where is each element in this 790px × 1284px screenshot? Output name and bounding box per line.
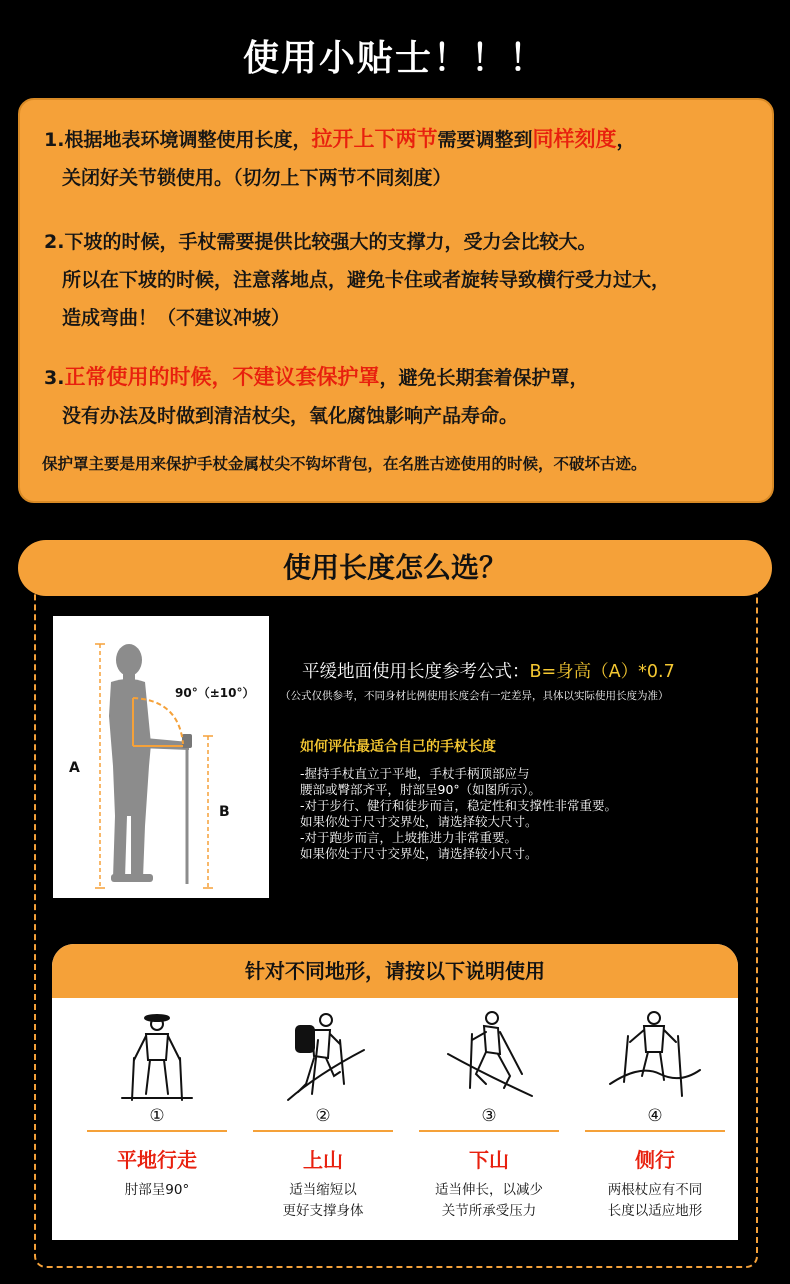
tip-1-highlight-b: 同样刻度 [532,127,617,151]
assess-line: 腰部或臀部齐平，肘部呈90°（如图所示）。 [300,782,541,797]
terrain-card [52,944,738,1240]
formula-note: （公式仅供参考，不同身材比例使用长度会有一定差异，具体以实际使用长度为准） [280,690,669,702]
assess-line: -握持手杖直立于平地，手杖手柄顶部应与 [300,766,530,781]
tip-3-num: 3. [44,367,65,389]
terrain-title: 下山 [469,1148,509,1172]
tip-note: 保护罩主要是用来保护手杖金属杖尖不钩坏背包，在名胜古迹使用的时候，不破坏古迹。 [42,455,647,473]
terrain-desc-line: 适当缩短以 [289,1182,357,1198]
tip-1-text-b: 需要调整到 [437,129,533,151]
terrain-desc-line: 两根杖应有不同 [607,1182,703,1198]
terrain-desc [82,1180,232,1201]
tip-3 [44,358,588,435]
terrain-title: 平地行走 [117,1148,197,1172]
hiker-flat-icon [102,1004,212,1104]
assess-line: -对于跑步而言，上坡推进力非常重要。 [300,830,518,845]
tips-title: 使用小贴士！！！ [242,38,547,79]
assess-line: 如果你处于尺寸交界处，请选择较大尺寸。 [300,814,538,829]
tip-2-line-1: 2.下坡的时候，手杖需要提供比较强大的支撑力，受力会比较大。 [44,231,597,253]
height-figure [53,616,269,898]
terrain-desc-line: 关节所承受压力 [441,1203,537,1219]
formula-value: B=身高（A）*0.7 [529,662,675,682]
terrain-item-traverse [580,1004,730,1240]
hiker-traverse-icon [600,1004,710,1104]
terrain-num: ① [149,1106,165,1126]
terrain-title: 上山 [303,1148,343,1172]
terrain-desc-line: 肘部呈90° [124,1182,190,1198]
terrain-item-downhill [414,1004,564,1240]
formula-text: 平缓地面使用长度参考公式： [302,662,530,682]
assess-list [300,766,617,862]
tip-3-highlight: 正常使用的时候，不建议套保护罩 [64,365,380,389]
assess-title: 如何评估最适合自己的手杖长度 [300,739,496,755]
terrain-desc-line: 长度以适应地形 [607,1203,703,1219]
tip-3-line-2: 没有办法及时做到清洁杖尖，氧化腐蚀影响产品寿命。 [62,405,519,427]
terrain-num: ④ [647,1106,663,1126]
terrain-desc [580,1180,730,1222]
terrain-separator [419,1130,559,1132]
terrain-desc [248,1180,398,1222]
terrain-desc-line: 更好支撑身体 [282,1203,364,1219]
label-b: B [219,804,230,820]
tip-2-line-3: 造成弯曲！（不建议冲坡） [62,307,291,329]
hiker-downhill-icon [434,1004,544,1104]
terrain-separator [253,1130,393,1132]
terrain-separator [585,1130,725,1132]
length-formula [302,658,675,683]
terrain-item-flat [82,1004,232,1240]
angle-label: 90°（±10°） [175,686,255,700]
terrain-title: 侧行 [635,1148,675,1172]
tip-1-line-2: 关闭好关节锁使用。（切勿上下两节不同刻度） [62,167,452,189]
tip-1-text-c: ， [616,129,636,151]
terrain-item-uphill [248,1004,398,1240]
tips-card [18,98,774,503]
tip-1-highlight-a: 拉开上下两节 [311,127,438,151]
assess-line: 如果你处于尺寸交界处，请选择较小尺寸。 [300,846,538,861]
terrain-header: 针对不同地形，请按以下说明使用 [52,944,738,998]
assess-line: -对于步行、健行和徒步而言，稳定性和支撑性非常重要。 [300,798,618,813]
tip-2-line-2: 所以在下坡的时候，注意落地点，避免卡住或者旋转导致横行受力过大， [62,269,671,291]
label-a: A [69,760,80,776]
length-header: 使用长度怎么选？ [18,540,772,596]
tip-1-text: 1.根据地表环境调整使用长度， [44,129,312,151]
hiker-uphill-icon [268,1004,378,1104]
terrain-separator [87,1130,227,1132]
tip-3-text: ，避免长期套着保护罩， [379,367,589,389]
tip-1 [44,120,635,197]
terrain-desc-line: 适当伸长，以减少 [435,1182,543,1198]
tip-2 [44,223,670,337]
terrain-num: ③ [481,1106,497,1126]
terrain-num: ② [315,1106,331,1126]
terrain-desc [414,1180,564,1222]
